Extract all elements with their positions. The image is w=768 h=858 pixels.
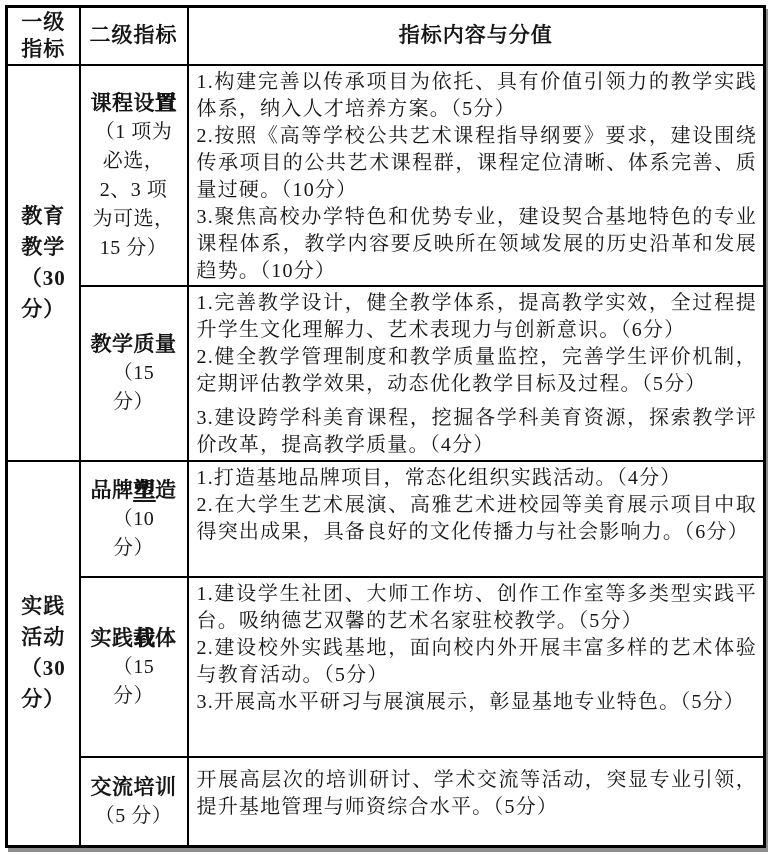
level1-line: 实践	[21, 594, 66, 619]
level2-note-line: （15	[112, 655, 155, 678]
table-row	[7, 577, 765, 757]
level2-note-line: 分）	[113, 684, 154, 707]
level2-note-line: 2、3 项	[99, 178, 168, 201]
table-row	[7, 757, 765, 847]
level2-note-line: （15	[112, 362, 155, 384]
level1-line: 分）	[21, 296, 66, 321]
level2-note-line: （1 项为	[94, 120, 173, 143]
header-level2-indicator: 二级指标	[80, 7, 188, 65]
header-level1-indicator	[7, 7, 80, 65]
criterion-item: 3.聚焦高校办学特色和优势专业，建设契合基地特色的专业课程体系，教学内容要反映所在领域发展的历史沿革和发展趋势。（10分）	[196, 205, 757, 282]
level1-line: （30	[20, 265, 66, 290]
criterion-item: 2.按照《高等学校公共艺术课程指导纲要》要求，建设围绕传承项目的公共艺术课程群，课程定位清晰、体系完善、质量过硬。（10分）	[196, 124, 757, 201]
table-header-row	[7, 7, 765, 65]
level2-note-line: （10	[112, 507, 155, 530]
level2-note-line: 分）	[113, 391, 154, 413]
content-cell-curriculum	[188, 65, 765, 286]
criterion-item: 1.打造基地品牌项目，常态化组织实践活动。（4分）	[196, 466, 682, 489]
level2-note-line: 为可选，	[92, 207, 175, 230]
criterion-item: 2.建设校外实践基地，面向校内外开展丰富多样的艺术体验与教育活动。（5分）	[196, 636, 757, 686]
content-cell-teaching-quality	[188, 286, 765, 461]
table-row	[7, 461, 765, 577]
content-cell-exchange-training	[188, 757, 765, 847]
table-row	[7, 65, 765, 286]
evaluation-criteria-table	[5, 5, 766, 848]
level2-note-line: 分）	[113, 536, 154, 559]
level2-cell-exchange-training	[80, 757, 188, 847]
level2-title: 课程设置	[90, 90, 177, 115]
level2-title: 交流培训	[90, 774, 177, 799]
level1-line: 教学	[21, 234, 66, 259]
table-row	[7, 286, 765, 461]
header-content-score: 指标内容与分值	[188, 7, 765, 65]
header-level1-line2: 指标	[21, 36, 66, 61]
criterion-item: 2.在大学生艺术展演、高雅艺术进校园等美育展示项目中取得突出成果，具备良好的文化传播力与社会影响力。（6分）	[196, 493, 757, 543]
level1-line: 活动	[21, 625, 66, 650]
level1-cell-practice-activities	[7, 461, 80, 847]
criterion-item: 2.健全教学管理制度和教学质量监控，完善学生评价机制，定期评估教学效果，动态优化教学目标及过程。（5分）	[196, 345, 757, 395]
criterion-item: 开展高层次的培训研讨、学术交流等活动，突显专业引领，提升基地管理与师资综合水平。（5分）	[196, 768, 757, 818]
level2-note-line: 15 分）	[99, 236, 168, 259]
criterion-item: 1.构建完善以传承项目为依托、具有价值引领力的教学实践体系，纳入人才培养方案。（5分）	[196, 70, 757, 120]
level2-note-line: 必选，	[102, 149, 165, 172]
level2-title: 教学质量	[90, 332, 177, 356]
level2-cell-curriculum	[80, 65, 188, 286]
level1-line: 分）	[21, 687, 66, 712]
level2-cell-practice-platform	[80, 577, 188, 757]
level1-line: （30	[20, 656, 66, 681]
level2-title: 实践载体	[90, 625, 177, 650]
level2-cell-brand-building	[80, 461, 188, 577]
criterion-item: 3.开展高水平研习与展演展示，彰显基地专业特色。（5分）	[196, 690, 746, 713]
level2-title: 品牌塑造	[90, 477, 177, 502]
criterion-item: 1.建设学生社团、大师工作坊、创作工作室等多类型实践平台。吸纳德艺双馨的艺术名家驻校教学。（5分）	[196, 582, 757, 632]
level2-note-line: （5 分）	[94, 804, 173, 827]
level1-cell-education-teaching	[7, 65, 80, 461]
criterion-item-clipped: 3.建设跨学科美育课程，挖掘各学科美育资源，探索教学评价改革，提高教学质量。（4分）	[196, 406, 757, 456]
content-cell-practice-platform	[188, 577, 765, 757]
criterion-item: 1.完善教学设计，健全教学体系，提高教学实效，全过程提升学生文化理解力、艺术表现力与创新意识。（6分）	[196, 291, 757, 341]
header-level1-line1: 一级	[21, 9, 66, 34]
content-cell-brand-building	[188, 461, 765, 577]
level2-cell-teaching-quality	[80, 286, 188, 461]
level1-line: 教育	[21, 203, 66, 228]
